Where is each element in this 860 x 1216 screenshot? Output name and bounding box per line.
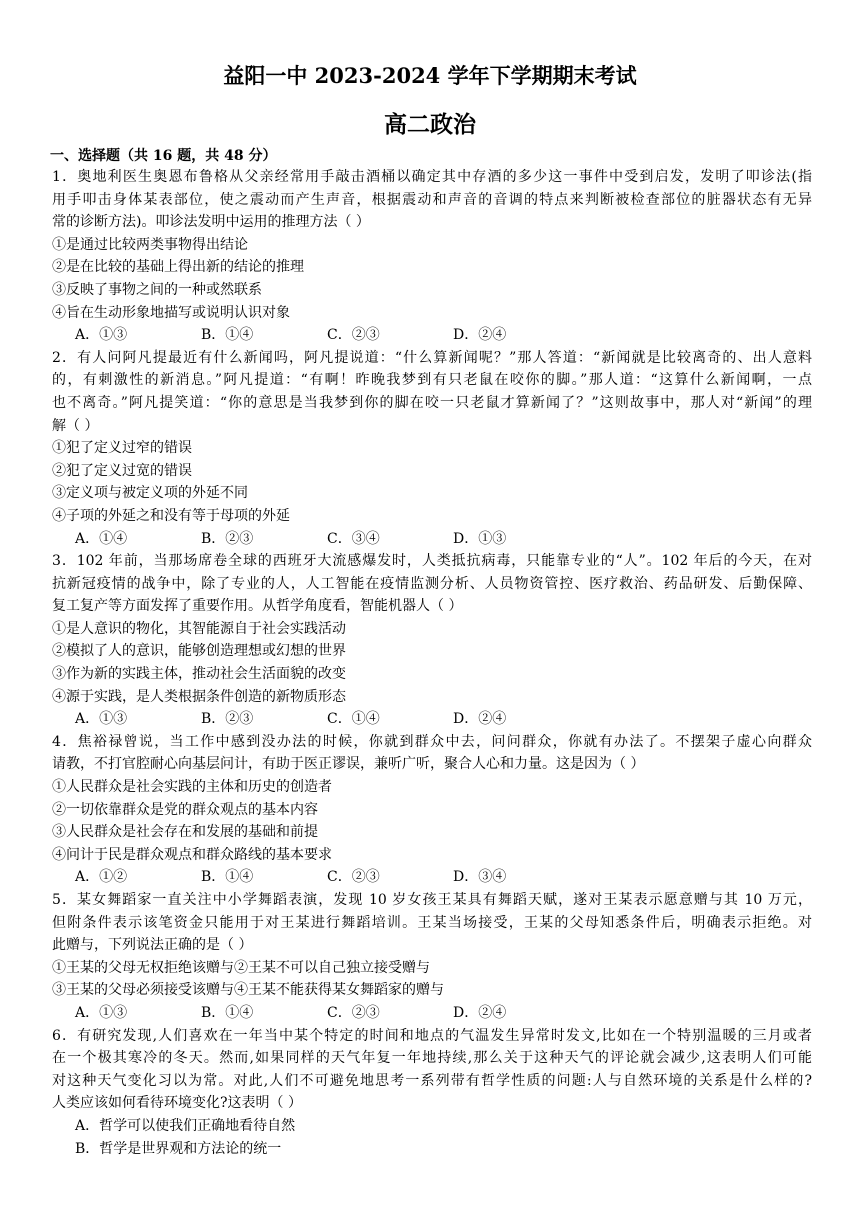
option-a: A．①② xyxy=(75,869,128,886)
statement-2: ②是在比较的基础上得出新的结论的推理 xyxy=(52,259,304,276)
statement-1: ①是人意识的物化，其智能源自于社会实践活动 xyxy=(52,620,346,637)
statement-1: ①犯了定义过窄的错误 xyxy=(52,440,192,457)
question-stem-line: 4．焦裕禄曾说，当工作中感到没办法的时候，你就到群众中去，问问群众，你就有办法了。不摆架子虚心向群众 xyxy=(52,733,812,750)
option-a: A．①③ xyxy=(75,1004,128,1021)
statement-4: ④问计于民是群众观点和群众路线的基本要求 xyxy=(52,846,332,863)
answer-options xyxy=(52,528,812,551)
question-list xyxy=(52,166,812,1160)
question-stem-line: 请教，不打官腔耐心向基层问计，有助于医正谬误，兼听广听，聚合人心和力量。这是因为（ ） xyxy=(52,756,645,773)
option-b: B．①④ xyxy=(201,327,254,344)
option-a: A．①③ xyxy=(75,711,128,728)
statement-1: ①是通过比较两类事物得出结论 xyxy=(52,236,248,253)
option-b: B．①④ xyxy=(201,1004,254,1021)
statement-1-2: ①王某的父母无权拒绝该赠与②王某不可以自己独立接受赠与 xyxy=(52,959,430,976)
statement-3: ③人民群众是社会存在和发展的基础和前提 xyxy=(52,824,318,841)
option-d: D．①③ xyxy=(453,530,507,547)
statement-2: ②模拟了人的意识，能够创造理想或幻想的世界 xyxy=(52,643,346,660)
question-stem-line: 抗新冠疫情的战争中，除了专业的人，人工智能在疫情监测分析、人员物资管控、医疗救治、药品研发、后勤保障、 xyxy=(52,575,812,592)
option-c: C．②③ xyxy=(327,327,380,344)
question-stem-line: 2．有人问阿凡提最近有什么新闻吗，阿凡提说道：“什么算新闻呢？”那人答道：“新闻就是比较离奇的、出人意料 xyxy=(52,349,812,366)
answer-options xyxy=(52,1002,812,1025)
answer-options xyxy=(52,708,812,731)
question-5 xyxy=(52,889,812,1025)
statement-4: ④旨在生动形象地描写或说明认识对象 xyxy=(52,304,290,321)
statement-3-4: ③王某的父母必须接受该赠与④王某不能获得某女舞蹈家的赠与 xyxy=(52,982,444,999)
question-4 xyxy=(52,731,812,889)
option-c: C．②③ xyxy=(327,869,380,886)
question-stem-line: 1．奥地利医生奥恩布鲁格从父亲经常用手敲击酒桶以确定其中存酒的多少这一事件中受到启发，发明了叩诊法(指 xyxy=(52,169,812,185)
question-stem-line: 对这种天气变化习以为常。对此,人们不可避免地思考一系列带有哲学性质的问题:人与自然环境的关系是什么样的? xyxy=(52,1072,812,1089)
question-6 xyxy=(52,1025,812,1161)
question-stem-line: 此赠与，下列说法正确的是（ ） xyxy=(52,937,253,954)
option-b: B．①④ xyxy=(201,869,254,886)
exam-title: 益阳一中 2023-2024 学年下学期期末考试 xyxy=(223,63,637,88)
question-2 xyxy=(52,347,812,550)
question-3 xyxy=(52,550,812,731)
option-a: A．①③ xyxy=(75,327,128,344)
statement-3: ③反映了事物之间的一种或然联系 xyxy=(52,281,262,298)
question-stem-line: 但附条件表示该笔资金只能用于对王某进行舞蹈培训。王某当场接受，王某的父母知悉条件后，明确表示拒绝。对 xyxy=(52,914,812,931)
question-stem-line: 5．某女舞蹈家一直关注中小学舞蹈表演，发现 10 岁女孩王某具有舞蹈天赋，遂对王某表示愿意赠与其 10 万元， xyxy=(52,892,812,908)
option-b: B．哲学是世界观和方法论的统一 xyxy=(75,1140,282,1157)
option-c: C．②③ xyxy=(327,1004,380,1021)
option-c: C．①④ xyxy=(327,711,380,728)
option-c: C．③④ xyxy=(327,530,380,547)
option-a: A．哲学可以使我们正确地看待自然 xyxy=(75,1117,296,1134)
statement-3: ③作为新的实践主体，推动社会生活面貌的改变 xyxy=(52,666,346,683)
question-1 xyxy=(52,166,812,347)
option-b: B．②③ xyxy=(201,711,254,728)
answer-options xyxy=(52,324,812,347)
exam-subject: 高二政治 xyxy=(384,111,476,138)
question-stem-line: 3．102 年前，当那场席卷全球的西班牙大流感爆发时，人类抵抗病毒，只能靠专业的“人”。102 年后的今天，在对 xyxy=(52,553,812,570)
question-stem-line: 在一个极其寒冷的冬天。然而,如果同样的天气年复一年地持续,那么关于这种天气的评论就会减少,这表明人们可能 xyxy=(52,1050,812,1067)
option-d: D．②④ xyxy=(453,711,507,728)
statement-1: ①人民群众是社会实践的主体和历史的创造者 xyxy=(52,779,332,796)
question-stem-line: 用手叩击身体某表部位，使之震动而产生声音，根据震动和声音的音调的特点来判断被检查部位的脏器状态有无异 xyxy=(52,191,812,208)
question-stem-line: 复工复产等方面发挥了重要作用。从哲学角度看，智能机器人（ ） xyxy=(52,598,463,615)
section-heading: 一、选择题（共 16 题，共 48 分） xyxy=(50,148,277,164)
option-d: D．②④ xyxy=(453,327,507,344)
question-stem-line: 的，有刺激性的新消息。”阿凡提道：“有啊！昨晚我梦到有只老鼠在咬你的脚。”那人道：“这算什么新闻啊，一点 xyxy=(52,372,812,389)
statement-2: ②犯了定义过宽的错误 xyxy=(52,462,192,479)
question-stem-line: 常的诊断方法)。叩诊法发明中运用的推理方法（ ） xyxy=(52,214,370,231)
question-stem-line: 人类应该如何看待环境变化?这表明（ ） xyxy=(52,1095,302,1112)
statement-4: ④子项的外延之和没有等于母项的外延 xyxy=(52,507,290,524)
question-stem-line: 6．有研究发现,人们喜欢在一年当中某个特定的时间和地点的气温发生异常时发文,比如在一个特别温暖的三月或者 xyxy=(52,1027,812,1044)
option-d: D．②④ xyxy=(453,1004,507,1021)
option-a: A．①④ xyxy=(75,530,128,547)
question-stem-line: 解（ ） xyxy=(52,417,99,434)
question-stem-line: 也不离奇。”阿凡提笑道：“你的意思是当我梦到你的脚在咬一只老鼠才算新闻了？”这则故事中，那人对“新闻”的理 xyxy=(52,394,812,411)
statement-4: ④源于实践，是人类根据条件创造的新物质形态 xyxy=(52,688,346,705)
option-d: D．③④ xyxy=(453,869,507,886)
statement-3: ③定义项与被定义项的外延不同 xyxy=(52,485,248,502)
option-b: B．②③ xyxy=(201,530,254,547)
answer-options xyxy=(52,866,812,889)
statement-2: ②一切依靠群众是党的群众观点的基本内容 xyxy=(52,801,318,818)
